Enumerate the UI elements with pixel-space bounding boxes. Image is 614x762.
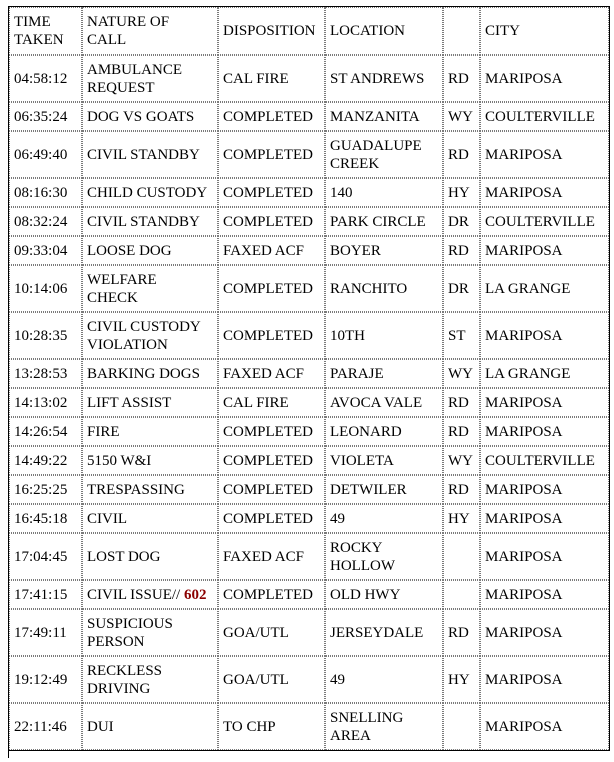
cell-time: 08:16:30 <box>9 178 82 207</box>
cell-time: 06:49:40 <box>9 131 82 178</box>
cell-city: MARIPOSA <box>480 312 609 359</box>
cell-city: LA GRANGE <box>480 359 609 388</box>
cell-type: RD <box>443 236 480 265</box>
cell-city: MARIPOSA <box>480 504 609 533</box>
cell-disposition: COMPLETED <box>218 131 325 178</box>
table-row <box>9 446 609 475</box>
header-row <box>9 7 609 55</box>
table-row <box>9 207 609 236</box>
cell-time: 17:49:11 <box>9 609 82 656</box>
cell-nature: SUSPICIOUS PERSON <box>82 609 218 656</box>
cell-nature: BARKING DOGS <box>82 359 218 388</box>
cell-city: MARIPOSA <box>480 236 609 265</box>
cell-time: 13:28:53 <box>9 359 82 388</box>
cell-disposition: COMPLETED <box>218 504 325 533</box>
cell-type <box>443 580 480 609</box>
cell-disposition: COMPLETED <box>218 475 325 504</box>
table-row <box>9 236 609 265</box>
cell-location: PARAJE <box>325 359 443 388</box>
cell-city: MARIPOSA <box>480 656 609 703</box>
cell-location: AVOCA VALE <box>325 388 443 417</box>
cell-disposition: CAL FIRE <box>218 388 325 417</box>
table-row <box>9 504 609 533</box>
cell-location: PARK CIRCLE <box>325 207 443 236</box>
cell-type: HY <box>443 504 480 533</box>
cell-city: MARIPOSA <box>480 55 609 102</box>
cell-city: MARIPOSA <box>480 609 609 656</box>
table-row <box>9 580 609 609</box>
table-row <box>9 417 609 446</box>
cell-time: 16:25:25 <box>9 475 82 504</box>
cell-time: 08:32:24 <box>9 207 82 236</box>
cell-time: 10:14:06 <box>9 265 82 312</box>
cell-location: 49 <box>325 504 443 533</box>
cell-location: SNELLING AREA <box>325 703 443 750</box>
cell-nature: TRESPASSING <box>82 475 218 504</box>
cell-location: 140 <box>325 178 443 207</box>
cell-type: RD <box>443 475 480 504</box>
cell-time: 19:12:49 <box>9 656 82 703</box>
cell-type: RD <box>443 388 480 417</box>
cell-location: DETWILER <box>325 475 443 504</box>
cell-location: LEONARD <box>325 417 443 446</box>
cell-disposition: COMPLETED <box>218 265 325 312</box>
cell-time: 17:41:15 <box>9 580 82 609</box>
cell-location: RANCHITO <box>325 265 443 312</box>
cell-disposition: COMPLETED <box>218 417 325 446</box>
cell-city: MARIPOSA <box>480 580 609 609</box>
highlight-code: 602 <box>183 586 207 603</box>
cell-type: RD <box>443 417 480 446</box>
cell-nature: LOOSE DOG <box>82 236 218 265</box>
cell-location: ROCKY HOLLOW <box>325 533 443 580</box>
cell-type: DR <box>443 207 480 236</box>
cell-disposition: COMPLETED <box>218 312 325 359</box>
table-row <box>9 703 609 750</box>
cell-nature: FIRE <box>82 417 218 446</box>
cell-disposition: GOA/UTL <box>218 656 325 703</box>
cell-city: COULTERVILLE <box>480 207 609 236</box>
cell-time: 09:33:04 <box>9 236 82 265</box>
cell-city: MARIPOSA <box>480 533 609 580</box>
cell-disposition: COMPLETED <box>218 580 325 609</box>
cell-time: 16:45:18 <box>9 504 82 533</box>
cell-nature: CIVIL ISSUE// 602 <box>82 580 218 609</box>
header-disposition: DISPOSITION <box>218 7 325 55</box>
table-row <box>9 533 609 580</box>
cell-nature: CIVIL STANDBY <box>82 131 218 178</box>
cell-time: 14:49:22 <box>9 446 82 475</box>
table-row <box>9 388 609 417</box>
cell-location: BOYER <box>325 236 443 265</box>
table-row <box>9 178 609 207</box>
cell-nature: RECKLESS DRIVING <box>82 656 218 703</box>
cell-nature: CHILD CUSTODY <box>82 178 218 207</box>
cell-nature: WELFARE CHECK <box>82 265 218 312</box>
call-log-table <box>8 6 610 751</box>
cell-disposition: COMPLETED <box>218 178 325 207</box>
cell-location: ST ANDREWS <box>325 55 443 102</box>
cell-type <box>443 533 480 580</box>
cell-nature: CIVIL STANDBY <box>82 207 218 236</box>
cell-nature: DUI <box>82 703 218 750</box>
cell-type: DR <box>443 265 480 312</box>
cell-location: GUADALUPE CREEK <box>325 131 443 178</box>
cell-city: MARIPOSA <box>480 388 609 417</box>
cell-type: HY <box>443 178 480 207</box>
cell-nature: LIFT ASSIST <box>82 388 218 417</box>
header-location: LOCATION <box>325 7 443 55</box>
cell-city: MARIPOSA <box>480 475 609 504</box>
cell-type: WY <box>443 102 480 131</box>
cell-disposition: TO CHP <box>218 703 325 750</box>
cell-type: WY <box>443 359 480 388</box>
table-row <box>9 55 609 102</box>
cell-time: 14:26:54 <box>9 417 82 446</box>
cell-disposition: GOA/UTL <box>218 609 325 656</box>
cell-type <box>443 703 480 750</box>
cell-nature: LOST DOG <box>82 533 218 580</box>
table-row <box>9 475 609 504</box>
table-row <box>9 102 609 131</box>
cell-disposition: COMPLETED <box>218 446 325 475</box>
cell-location: 10TH <box>325 312 443 359</box>
cell-disposition: FAXED ACF <box>218 359 325 388</box>
cell-city: MARIPOSA <box>480 417 609 446</box>
cell-disposition: CAL FIRE <box>218 55 325 102</box>
cell-location: VIOLETA <box>325 446 443 475</box>
header-nature: NATURE OF CALL <box>82 7 218 55</box>
cell-nature: CIVIL <box>82 504 218 533</box>
cell-nature: 5150 W&I <box>82 446 218 475</box>
table-row <box>9 656 609 703</box>
cell-time: 14:13:02 <box>9 388 82 417</box>
cell-disposition: COMPLETED <box>218 207 325 236</box>
cell-location: MANZANITA <box>325 102 443 131</box>
header-type <box>443 7 480 55</box>
cell-type: HY <box>443 656 480 703</box>
table-row <box>9 265 609 312</box>
cell-city: MARIPOSA <box>480 703 609 750</box>
cell-city: LA GRANGE <box>480 265 609 312</box>
header-time: TIME TAKEN <box>9 7 82 55</box>
cell-type: WY <box>443 446 480 475</box>
cell-time: 10:28:35 <box>9 312 82 359</box>
cell-nature: CIVIL CUSTODY VIOLATION <box>82 312 218 359</box>
cell-disposition: COMPLETED <box>218 102 325 131</box>
table-row <box>9 609 609 656</box>
cell-disposition: FAXED ACF <box>218 533 325 580</box>
cell-nature: DOG VS GOATS <box>82 102 218 131</box>
table-row <box>9 312 609 359</box>
cell-city: MARIPOSA <box>480 131 609 178</box>
cell-type: RD <box>443 609 480 656</box>
cell-disposition: FAXED ACF <box>218 236 325 265</box>
cell-location: 49 <box>325 656 443 703</box>
cell-city: COULTERVILLE <box>480 102 609 131</box>
cell-time: 06:35:24 <box>9 102 82 131</box>
cell-time: 04:58:12 <box>9 55 82 102</box>
table-row <box>9 359 609 388</box>
cell-location: JERSEYDALE <box>325 609 443 656</box>
table-row <box>9 131 609 178</box>
text-cursor <box>8 744 9 758</box>
cell-type: RD <box>443 131 480 178</box>
cell-type: RD <box>443 55 480 102</box>
cell-time: 17:04:45 <box>9 533 82 580</box>
cell-time: 22:11:46 <box>9 703 82 750</box>
cell-type: ST <box>443 312 480 359</box>
cell-nature: AMBULANCE REQUEST <box>82 55 218 102</box>
cell-location: OLD HWY <box>325 580 443 609</box>
cell-city: MARIPOSA <box>480 178 609 207</box>
cell-city: COULTERVILLE <box>480 446 609 475</box>
header-city: CITY <box>480 7 609 55</box>
